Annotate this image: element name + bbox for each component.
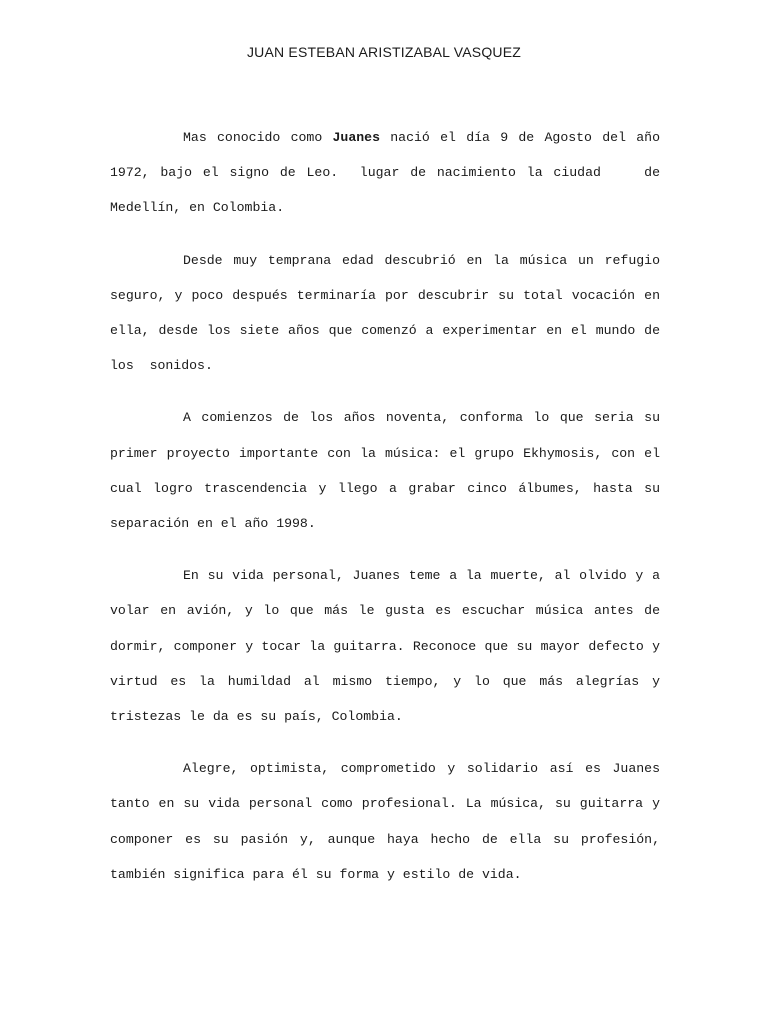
paragraph-3: A comienzos de los años noventa, conforma lo que seria su primer proyecto importante con la música: el grupo Ekhymosis, con el cual logro trascendencia y llego a grabar cinco álbumes, hasta su separación en el año 1998.: [110, 410, 668, 532]
paragraph-1-name: Juanes: [332, 130, 380, 145]
paragraph-2: Desde muy temprana edad descubrió en la música un refugio seguro, y poco después terminaría por descubrir su total vocación en ella, desde los siete años que comenzó a experimentar en el mundo de los sonidos.: [110, 252, 668, 374]
paragraph-4: En su vida personal, Juanes teme a la muerte, al olvido y a volar en avión, y lo que más le gusta es escuchar música antes de dormir, componer y tocar la guitarra. Reconoce que su mayor defecto y virtud es la humildad al mismo tiempo, y lo que más alegrías y tristezas le da es su país, Colombia.: [110, 568, 668, 725]
document-title: JUAN ESTEBAN ARISTIZABAL VASQUEZ: [246, 44, 522, 60]
document-body: [110, 120, 668, 892]
paragraph-1-rest: nació el día 9 de Agosto del año 1972, bajo el signo de Leo. lugar de nacimiento la ciudad de Medellín, en Colombia.: [110, 130, 668, 216]
paragraph-1-intro: Mas conocido como: [183, 130, 333, 145]
paragraph-1: [110, 120, 668, 226]
paragraph-5: Alegre, optimista, comprometido y solidario así es Juanes tanto en su vida personal como profesional. La música, su guitarra y componer es su pasión y, aunque haya hecho de ella su profesión, también significa para él su forma y estilo de vida.: [110, 761, 668, 882]
